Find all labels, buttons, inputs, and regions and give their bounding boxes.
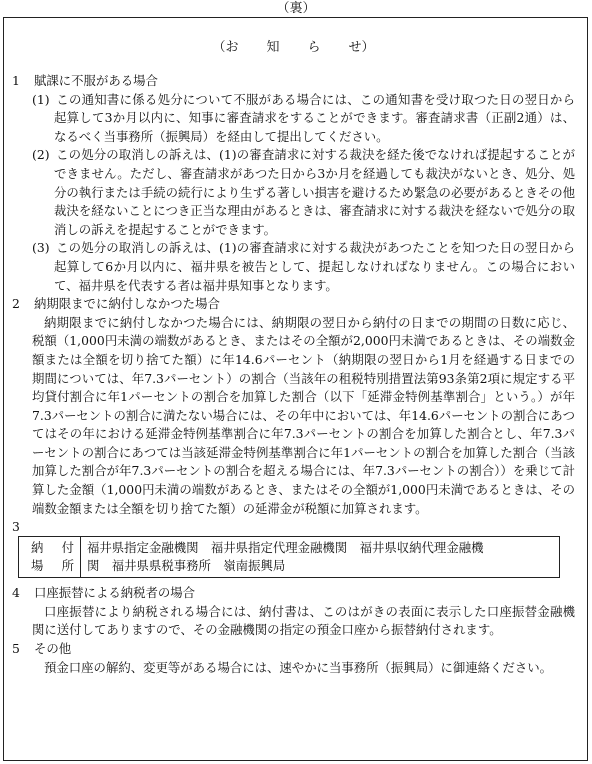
list-item [12, 239, 575, 295]
notice-title-part: せ） [348, 40, 375, 55]
section-number: 4 [12, 585, 20, 601]
section-body: 納期限までに納付しなかつた場合には、納期限の翌日から納付の日までの期間の日数に応じ、税額（1,000円未満の端数があるとき、またはその全額が2,000円未満であるときは、その端数金額または全額を切り捨てた額）に年14.6パーセント（納期限の翌日から1月を経過する日までの期間については、年7.3パーセント）の割合（当該年の租税特別措置法第93条第2項に規定する平均貸付割合に年1パーセントの割合を加算した割合（以下「延滞金特例基準割合」という。）が年7.3パーセントの割合に満たない場合には、その年中においては、年14.6パーセントの割合にあつてはその年における延滞金特例基準割合に年7.3パーセントの割合を加算した割合とし、年7.3パーセントの割合にあつては当該延滞金特例基準割合に年1パーセントの割合を加算した割合（当該加算した割合が年7.3パーセントの割合を超える場合には、年7.3パーセントの割合））を乗じて計算した金額（1,000円未満の端数があるとき、またはその全額が1,000円未満であるときは、その端数金額または全額を切り捨てた額）の延滞金が税額に加算されます。 [32, 314, 575, 516]
payment-place-label [19, 537, 81, 577]
notice-title-part: ら [307, 40, 321, 55]
section-appeal [12, 72, 575, 295]
item-text: この処分の取消しの訴えは、(1)の審査請求に対する裁決を経た後でなければ提起することができません。ただし、審査請求があつた日から3か月を経過しても裁決がないとき、処分、処分の執行または手続の続行により生ずる著しい損害を避けるため緊急の必要があるときその他裁決を経ないことにつき正当な理由があるときは、審査請求に対する裁決を経ないで処分の取消しの訴えを提起することができます。 [54, 147, 575, 237]
section-heading [12, 584, 575, 603]
item-number: (2) [32, 147, 50, 163]
section-other [12, 640, 575, 677]
item-text: この通知書に係る処分について不服がある場合には、この通知書を受け取つた日の翌日から起算して3か月以内に、知事に審査請求をすることができます。審査請求書（正副2通）は、なるべく当事務所（振興局）を経由して提出してください。 [54, 91, 575, 144]
section-number: 1 [12, 73, 20, 88]
section-title: その他 [34, 641, 72, 657]
notice-frame [3, 17, 588, 761]
payment-place-row: 福井県指定金融機関 福井県指定代理金融機関 福井県収納代理金融機 [87, 540, 484, 556]
section-title: 納期限までに納付しなかつた場合 [34, 296, 220, 312]
payment-place-row: 関 福井県県税事務所 嶺南振興局 [87, 558, 286, 574]
section-heading [12, 295, 575, 314]
notice-title-part: （お [212, 40, 239, 55]
label-char: 付 [61, 540, 74, 556]
list-item [12, 146, 575, 239]
payment-place-list [81, 537, 559, 577]
section-body: 預金口座の解約、変更等がある場合には、速やかに当事務所（振興局）に御連絡ください。 [44, 659, 553, 675]
section-body: 口座振替により納税される場合には、納付書は、このはがきの表面に表示した口座振替金融機関に送付してありますので、その金融機関の指定の預金口座から振替納付されます。 [32, 603, 575, 638]
label-char: 納 [31, 540, 44, 556]
section-number: 3 [12, 519, 20, 535]
section-title: 賦課に不服がある場合 [34, 73, 158, 88]
label-char: 場 [31, 558, 44, 574]
item-number: (1) [32, 91, 50, 107]
label-char: 所 [61, 558, 74, 574]
section-number: 5 [12, 641, 20, 657]
notice-title-part: 知 [266, 40, 280, 55]
section-title: 口座振替による納税者の場合 [34, 585, 196, 601]
section-late-payment [12, 295, 575, 518]
section-account-transfer [12, 584, 575, 640]
section-number: 2 [12, 296, 20, 312]
payment-place-table [18, 536, 560, 578]
section-heading [12, 72, 575, 91]
item-number: (3) [32, 240, 50, 256]
section-payment-place [12, 518, 575, 578]
page-side-label: （裏） [276, 1, 316, 16]
item-text: この処分の取消しの訴えは、(1)の審査請求に対する裁決があつたことを知つた日の翌日から起算して6か月以内に、福井県を被告として、提起しなければなりません。この場合において、福井県を代表する者は福井県知事となります。 [54, 240, 575, 293]
section-heading [12, 640, 575, 659]
list-item [12, 91, 575, 147]
notice-title [12, 40, 575, 56]
